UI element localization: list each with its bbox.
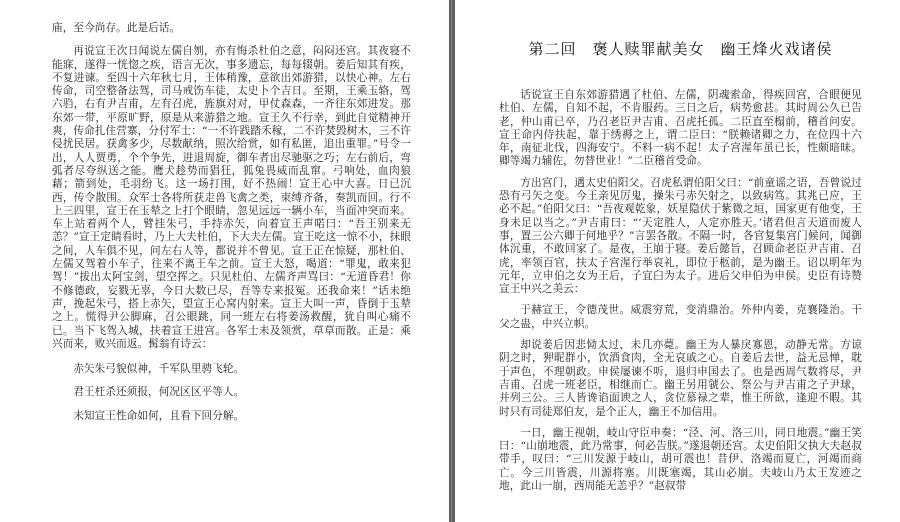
left-page (0, 0, 449, 522)
praise-poem: 于赫宣王，令德茂世。威震穷荒，变消鼎治。外仲内姜，克襄隆治。干父之蛊，中兴立帜。 (499, 304, 862, 330)
left-page-paragraph: 再说宣王次日闻说左儒自刎，亦有悔杀杜伯之意，闷闷还宫。其夜寝不能寐，遂得一恍惚之疾，语言无次，事多遗忘，每每辍朝。姜后知其有疾，不复进谏。至四十六年秋七月，王体稍豫，意欲出郊游猎，以快心神。左右传命，司空整备法驾，司马戒饬车徒，太史卜个吉日。至期，王乘玉辂，驾六驺，右有尹吉甫，左有召虎，旌旗对对，甲仗森森，一齐往东郊进发。那东郊一带，平原旷野，原是从来游猎之地。宣王久不行幸，到此自觉精神开爽，传命扎住营寨，分付军士：“一不许践踏禾稼，二不许焚毁树木，三不许侵扰民居。获禽多少，尽数献纳，照次给赏，如有私匿，追出重罪。”号令一出，人人贾勇，个个争先，进退周旋，御车者出尽驰驱之巧；左右前后，弯弧者尽夸纵送之能。鹰犬趁势而猖狂，狐兔畏威而乱窜。弓响处，血肉狼藉；箭到处，毛羽纷飞。这一场打围，好不热闹！宣王心中大喜。日已沉西，传令散围。众军士各将所获走兽飞禽之类，束缚齐备，奏凯而回。行不上三四里，宣王在玉辇之上打个眼睛，忽见远远一辆小车，当面冲突而来。车上站着两个人，臂挂朱弓，手持赤矢，向着宣王声喏曰：“吾王别来无恙？”宣王定睛看时，乃上大夫杜伯，下大夫左儒。宣王吃这一惊不小，抹眼之间，人车俱不见，问左右人等，都说并不曾见。宣王正在惊疑，那杜伯、左儒又驾着小车子，往来不离王车之前。宣王大怒，喝道：“罪鬼，敢来犯驾！”拔出太阿宝剑，望空挥之。只见杜伯、左儒齐声骂曰：“无道昏君！你不修德政，妄戮无辜，今日大数已尽，吾等专来报冤。还我命来！”话未绝声，挽起朱弓，搭上赤矢，望宣王心窝内射来。宣王大叫一声，昏倒于玉辇之上。慌得尹公脚麻，召公眼跳，同一班左右将姜汤救醒，犹自叫心痛不已。当下飞驾入城，扶着宣王进宫。各军士未及领赏，草草而散。正是：乘兴而来，败兴而返。髯翁有诗云： (52, 45, 412, 350)
right-page-paragraph: 却说姜后因悲恸太过，未几亦薨。幽王为人暴戾寡恩，动静无常。方谅阴之时，狎昵群小，饮酒食肉，全无哀戚之心。自姜后去世，益无忌惮，耽于声色，不理朝政。申侯屡谏不听，退归申国去了。也是西周气数将尽，尹吉甫、召虎一班老臣，相继而亡。幽王另用虢公、祭公与尹吉甫之子尹球，并列三公。三人皆谗谄面谀之人，贪位慕禄之辈，惟王所欲，逢迎不暇。其时只有司徒郑伯友，是个正人，幽王不加信用。 (499, 339, 862, 418)
right-page-paragraph: 话说宣王自东郊游猎遇了杜伯、左儒，阴魂索命，得疾回宫，合眼便见杜伯、左儒，自知不起，不肯服药。三日之后，病势愈甚。其时周公久已告老，仲山甫已卒，乃召老臣尹吉甫、召虎托孤。二臣直至榻前，稽首问安。宣王命内侍扶起，靠于绣褥之上，谓二臣曰：“朕赖诸卿之力，在位四十六年，南征北伐，四海安宁。不料一病不起！太子宫湦年虽已长，性颇暗昧。卿等竭力辅佐，勿替世业！”二臣稽首受命。 (499, 89, 862, 168)
right-page-paragraph: 方出宫门，遇太史伯阳父。召虎私谓伯阳父曰：“前童谣之语，吾曾说过恐有弓矢之变。今王亲见厉鬼，操朱弓赤矢射之，以致病笃。其兆已应，王必不起。”伯阳父曰：“吾夜观乾象，妖星隐伏于紫微之垣，国家更有他变，王身未足以当之。”尹吉甫曰：“‘天定胜人，人定亦胜天。’诸君但言天道而废人事，置三公六卿于何地乎？”言罢各散。不隔一时，各官复集宫门候问，闻御体沉重，不敢回家了。是夜，王崩于寝。姜后懿旨，召顾命老臣尹吉甫、召虎，率领百官，扶太子宫湦行举哀礼，即位于柩前，是为幽王。诏以明年为元年，立申伯之女为王后，子宜臼为太子。进后父申伯为申侯。史臣有诗赞宣王中兴之美云： (499, 176, 862, 296)
left-page-lead-line: 庙，至今尚存。此是后话。 (52, 22, 181, 34)
verse-block (52, 363, 411, 423)
right-page-paragraph: 一日，幽王视朝，岐山守臣申奏：“泾、河、洛三川，同日地震。”幽王笑曰：“山崩地震，此乃常事，何必告朕。”遂退朝还宫。太史伯阳父执大夫赵叔带手，叹曰：“三川发源于岐山，胡可震也！昔伊、洛竭而夏亡，河竭而商亡。今三川皆震，川源将塞。川既塞竭，其山必崩。夫岐山乃太王发迹之地，此山一崩，西周能无恙乎？”赵叔带 (499, 426, 862, 493)
right-page (455, 0, 900, 522)
chapter-closing-line: 未知宣王性命如何，且看下回分解。 (73, 409, 245, 422)
verse-line: 赤矢朱弓貌似神，千军队里骋飞轮。 (73, 363, 245, 376)
verse-line: 君王枉杀还须报，何况区区平等人。 (73, 386, 245, 399)
chapter-title: 第二回 褒人赎罪献美女 幽王烽火戏诸侯 (528, 40, 833, 58)
